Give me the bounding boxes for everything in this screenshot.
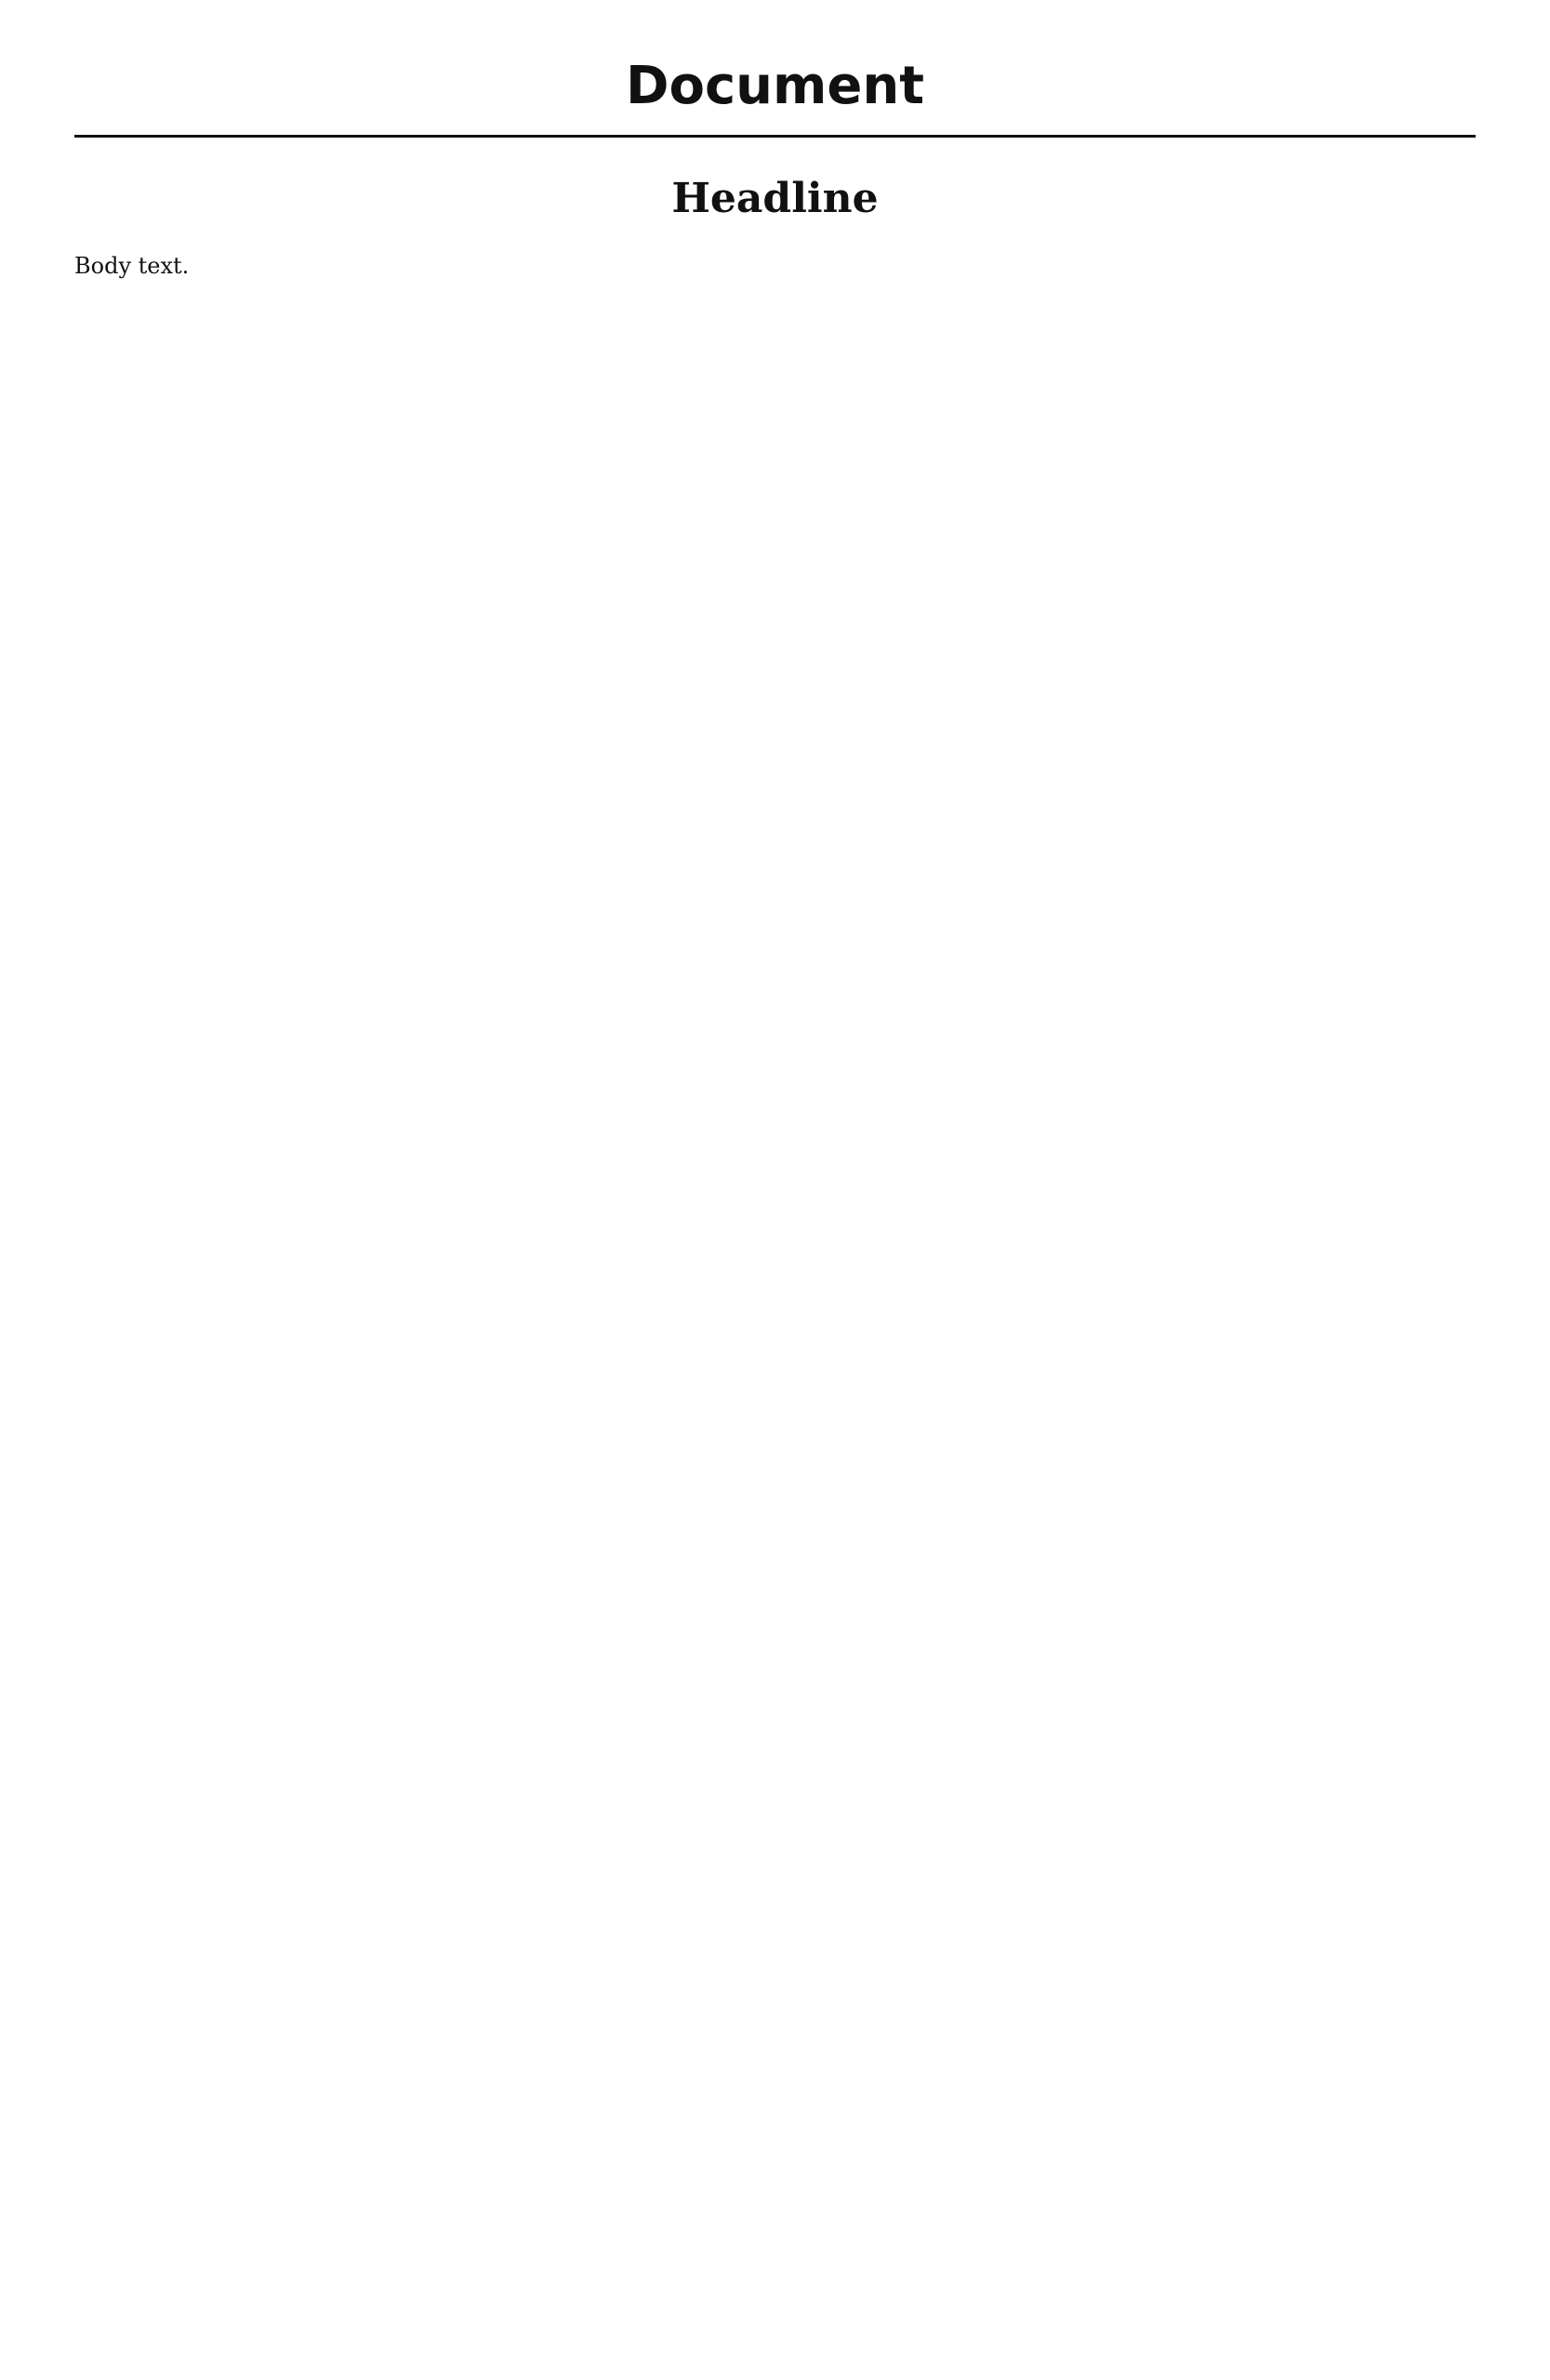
article-body: Body text. (74, 253, 190, 279)
page-title: Document (74, 56, 1476, 138)
page (0, 0, 1550, 362)
headline: Headline (671, 175, 879, 222)
